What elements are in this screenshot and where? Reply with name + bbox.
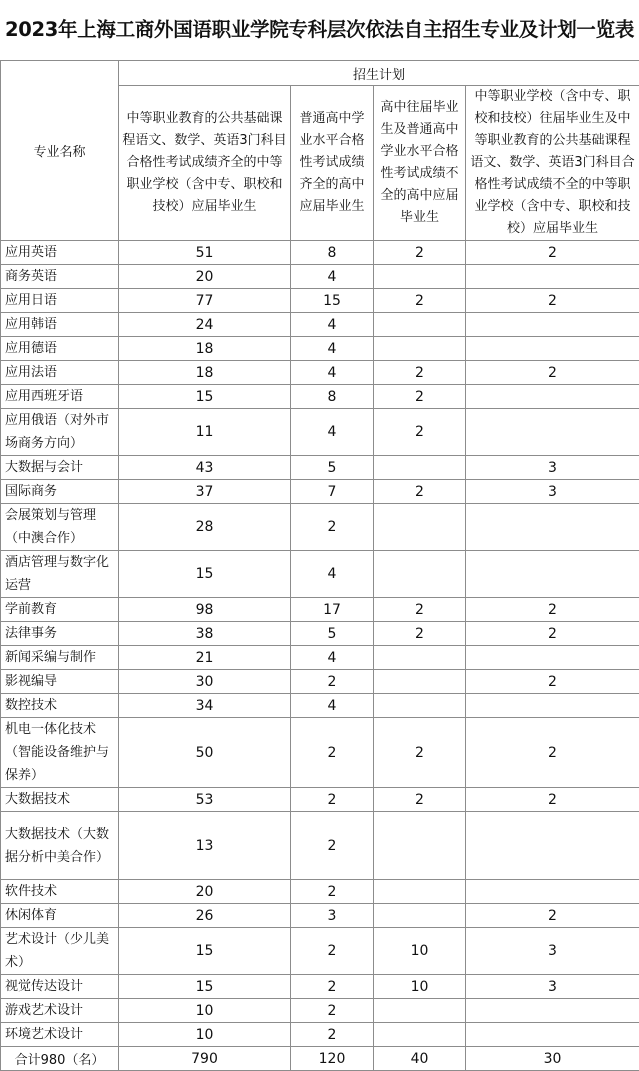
major-name-cell: 视觉传达设计: [1, 975, 119, 999]
plan-count-cell-col2: 5: [291, 622, 374, 646]
plan-count-cell-col2: 2: [291, 812, 374, 880]
plan-count-cell-col3: [374, 456, 466, 480]
plan-count-cell-col3: [374, 313, 466, 337]
plan-count-cell-col1: 50: [119, 718, 291, 788]
plan-count-cell-col4: [466, 265, 639, 289]
major-name-cell: 应用英语: [1, 241, 119, 265]
plan-count-cell-col1: 15: [119, 551, 291, 598]
plan-count-cell-col2: 2: [291, 928, 374, 975]
major-name-cell: 游戏艺术设计: [1, 999, 119, 1023]
plan-count-cell-col2: 4: [291, 551, 374, 598]
plan-count-cell-col1: 18: [119, 361, 291, 385]
document-title: 2023年上海工商外国语职业学院专科层次依法自主招生专业及计划一览表: [0, 0, 639, 60]
plan-count-cell-col1: 10: [119, 1023, 291, 1047]
plan-count-cell-col1: 43: [119, 456, 291, 480]
plan-count-cell-col2: 2: [291, 880, 374, 904]
table-row: [1, 385, 639, 409]
plan-count-cell-col3: [374, 670, 466, 694]
major-name-cell: 机电一体化技术（智能设备维护与保养）: [1, 718, 119, 788]
plan-count-cell-col4: [466, 812, 639, 880]
plan-count-cell-col3: [374, 694, 466, 718]
plan-count-cell-col1: 30: [119, 670, 291, 694]
plan-count-cell-col3: 2: [374, 289, 466, 313]
table-row: [1, 265, 639, 289]
plan-count-cell-col1: 20: [119, 265, 291, 289]
plan-count-cell-col3: [374, 504, 466, 551]
table-row: [1, 504, 639, 551]
plan-count-cell-col2: 8: [291, 241, 374, 265]
plan-count-cell-col3: [374, 1023, 466, 1047]
table-row: [1, 480, 639, 504]
major-name-cell: 大数据技术: [1, 788, 119, 812]
header-row-1: [1, 61, 639, 86]
plan-count-cell-col1: 77: [119, 289, 291, 313]
table-row: [1, 928, 639, 975]
major-name-cell: 大数据技术（大数据分析中美合作）: [1, 812, 119, 880]
plan-count-cell-col1: 28: [119, 504, 291, 551]
plan-count-cell-col2: 2: [291, 718, 374, 788]
major-name-cell: 新闻采编与制作: [1, 646, 119, 670]
plan-count-cell-col1: 15: [119, 385, 291, 409]
major-name-cell: 影视编导: [1, 670, 119, 694]
plan-count-cell-col2: 4: [291, 361, 374, 385]
major-name-cell: 学前教育: [1, 598, 119, 622]
plan-count-cell-col3: 2: [374, 622, 466, 646]
plan-count-cell-col4: [466, 1023, 639, 1047]
plan-count-cell-col1: 24: [119, 313, 291, 337]
plan-count-cell-col3: [374, 999, 466, 1023]
table-row: [1, 812, 639, 880]
header-col-vocational-previous: 中等职业学校（含中专、职校和技校）往届毕业生及中等职业教育的公共基础课程语文、数学、英语3门科目合格性考试成绩不全的中等职业学校（含中专、职校和技校）应届毕业生: [466, 86, 639, 241]
major-name-cell: 环境艺术设计: [1, 1023, 119, 1047]
plan-count-cell-col1: 51: [119, 241, 291, 265]
major-name-cell: 应用韩语: [1, 313, 119, 337]
table-row: [1, 598, 639, 622]
plan-count-cell-col4: 2: [466, 289, 639, 313]
plan-count-cell-col2: 4: [291, 409, 374, 456]
major-name-cell: 应用日语: [1, 289, 119, 313]
plan-count-cell-col4: [466, 385, 639, 409]
table-row: [1, 456, 639, 480]
plan-count-cell-col2: 4: [291, 265, 374, 289]
major-name-cell: 应用德语: [1, 337, 119, 361]
table-row: [1, 788, 639, 812]
table-row: [1, 904, 639, 928]
plan-count-cell-col3: [374, 812, 466, 880]
plan-count-cell-col1: 98: [119, 598, 291, 622]
plan-count-cell-col4: [466, 313, 639, 337]
plan-count-cell-col3: 2: [374, 241, 466, 265]
plan-count-cell-col1: 13: [119, 812, 291, 880]
table-row: [1, 361, 639, 385]
plan-count-cell-col2: 2: [291, 975, 374, 999]
table-row: [1, 622, 639, 646]
table-row: [1, 999, 639, 1023]
plan-count-cell-col4: [466, 880, 639, 904]
header-major-name: 专业名称: [1, 61, 119, 241]
plan-count-cell-col3: [374, 265, 466, 289]
plan-count-cell-col4: 2: [466, 670, 639, 694]
plan-count-cell-col1: 18: [119, 337, 291, 361]
plan-count-cell-col1: 34: [119, 694, 291, 718]
plan-count-cell-col1: 20: [119, 880, 291, 904]
major-name-cell: 大数据与会计: [1, 456, 119, 480]
header-enrollment-plan: 招生计划: [119, 61, 639, 86]
plan-count-cell-col2: 15: [291, 289, 374, 313]
major-name-cell: 艺术设计（少儿美术）: [1, 928, 119, 975]
plan-count-cell-col4: [466, 504, 639, 551]
table-row: [1, 718, 639, 788]
plan-count-cell-col1: 53: [119, 788, 291, 812]
plan-count-cell-col2: 2: [291, 504, 374, 551]
plan-count-cell-col4: 2: [466, 788, 639, 812]
table-row: [1, 241, 639, 265]
plan-count-cell-col4: 2: [466, 361, 639, 385]
plan-count-cell-col3: [374, 551, 466, 598]
plan-count-cell-col4: [466, 646, 639, 670]
total-label: 合计980（名）: [1, 1047, 119, 1071]
major-name-cell: 应用俄语（对外市场商务方向）: [1, 409, 119, 456]
major-name-cell: 应用法语: [1, 361, 119, 385]
plan-count-cell-col1: 10: [119, 999, 291, 1023]
plan-count-cell-col4: 2: [466, 598, 639, 622]
major-name-cell: 休闲体育: [1, 904, 119, 928]
plan-count-cell-col1: 15: [119, 928, 291, 975]
plan-count-cell-col2: 4: [291, 313, 374, 337]
plan-count-cell-col3: [374, 337, 466, 361]
table-row: [1, 337, 639, 361]
plan-count-cell-col2: 3: [291, 904, 374, 928]
plan-count-cell-col3: 2: [374, 718, 466, 788]
plan-count-cell-col3: 2: [374, 480, 466, 504]
plan-count-cell-col3: 10: [374, 975, 466, 999]
plan-count-cell-col2: 4: [291, 337, 374, 361]
plan-count-cell-col2: 2: [291, 999, 374, 1023]
plan-count-cell-col1: 21: [119, 646, 291, 670]
plan-count-cell-col3: 2: [374, 361, 466, 385]
header-col-vocational-current: 中等职业教育的公共基础课程语文、数学、英语3门科目合格性考试成绩齐全的中等职业学校（含中专、职校和技校）应届毕业生: [119, 86, 291, 241]
table-row: [1, 646, 639, 670]
table-row: [1, 289, 639, 313]
plan-count-cell-col2: 4: [291, 694, 374, 718]
plan-count-cell-col4: 2: [466, 241, 639, 265]
major-name-cell: 法律事务: [1, 622, 119, 646]
major-name-cell: 应用西班牙语: [1, 385, 119, 409]
plan-count-cell-col1: 38: [119, 622, 291, 646]
table-row: [1, 551, 639, 598]
header-col-highschool-current: 普通高中学业水平合格性考试成绩齐全的高中应届毕业生: [291, 86, 374, 241]
plan-count-cell-col4: 3: [466, 928, 639, 975]
plan-count-cell-col1: 37: [119, 480, 291, 504]
plan-count-cell-col1: 11: [119, 409, 291, 456]
plan-count-cell-col4: 3: [466, 456, 639, 480]
plan-count-cell-col4: 3: [466, 480, 639, 504]
table-row: [1, 975, 639, 999]
plan-count-cell-col2: 2: [291, 788, 374, 812]
total-row: [1, 1047, 639, 1071]
plan-count-cell-col3: [374, 880, 466, 904]
plan-count-cell-col1: 15: [119, 975, 291, 999]
major-name-cell: 会展策划与管理（中澳合作）: [1, 504, 119, 551]
plan-count-cell-col3: 2: [374, 598, 466, 622]
total-count-col3: 40: [374, 1047, 466, 1071]
plan-count-cell-col3: [374, 646, 466, 670]
major-name-cell: 软件技术: [1, 880, 119, 904]
major-name-cell: 数控技术: [1, 694, 119, 718]
header-col-highschool-previous: 高中往届毕业生及普通高中学业水平合格性考试成绩不全的高中应届毕业生: [374, 86, 466, 241]
plan-count-cell-col4: [466, 409, 639, 456]
table-row: [1, 880, 639, 904]
plan-count-cell-col2: 7: [291, 480, 374, 504]
total-count-col4: 30: [466, 1047, 639, 1071]
plan-count-cell-col4: 2: [466, 718, 639, 788]
plan-count-cell-col4: 2: [466, 904, 639, 928]
plan-count-cell-col4: 2: [466, 622, 639, 646]
plan-count-cell-col1: 26: [119, 904, 291, 928]
major-name-cell: 国际商务: [1, 480, 119, 504]
major-name-cell: 酒店管理与数字化运营: [1, 551, 119, 598]
enrollment-plan-table: [0, 60, 639, 1071]
plan-count-cell-col2: 2: [291, 1023, 374, 1047]
major-name-cell: 商务英语: [1, 265, 119, 289]
plan-count-cell-col2: 8: [291, 385, 374, 409]
table-row: [1, 1023, 639, 1047]
plan-count-cell-col2: 5: [291, 456, 374, 480]
total-count-col1: 790: [119, 1047, 291, 1071]
plan-count-cell-col4: [466, 999, 639, 1023]
table-row: [1, 409, 639, 456]
plan-count-cell-col3: 2: [374, 385, 466, 409]
plan-count-cell-col2: 4: [291, 646, 374, 670]
table-row: [1, 670, 639, 694]
plan-count-cell-col4: 3: [466, 975, 639, 999]
plan-count-cell-col3: [374, 904, 466, 928]
plan-count-cell-col3: 10: [374, 928, 466, 975]
plan-count-cell-col3: 2: [374, 409, 466, 456]
table-row: [1, 694, 639, 718]
table-row: [1, 313, 639, 337]
plan-count-cell-col2: 17: [291, 598, 374, 622]
plan-count-cell-col4: [466, 694, 639, 718]
plan-count-cell-col4: [466, 337, 639, 361]
plan-count-cell-col4: [466, 551, 639, 598]
total-count-col2: 120: [291, 1047, 374, 1071]
table-body: [1, 241, 639, 1071]
plan-count-cell-col3: 2: [374, 788, 466, 812]
plan-count-cell-col2: 2: [291, 670, 374, 694]
